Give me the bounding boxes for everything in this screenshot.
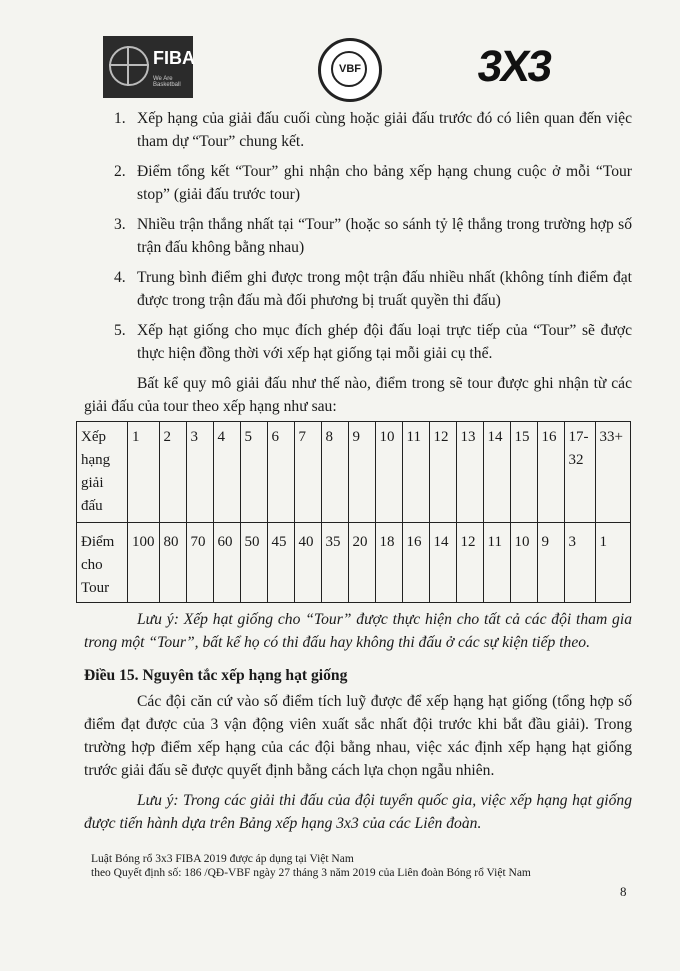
intro-paragraph: Bất kể quy mô giải đấu như thế nào, điểm trong sẽ tour được ghi nhận từ các giải đấu của tour theo xếp hạng như sau: — [84, 375, 632, 415]
fiba-logo-tagline: We Are Basketball — [153, 76, 181, 88]
intro-paragraph-block — [84, 372, 632, 418]
seeding-rules-block — [84, 690, 632, 782]
table-cell: 8 — [321, 422, 348, 523]
page-number: 8 — [620, 884, 627, 899]
table-cell: 20 — [348, 523, 375, 603]
national-team-note: Lưu ý: Trong các giải thi đấu của đội tuyển quốc gia, việc xếp hạng hạt giống được tiến hành dựa trên Bảng xếp hạng 3x3 của các Liên đoàn. — [84, 792, 632, 832]
table-cell: 11 — [402, 422, 429, 523]
table-cell: 45 — [267, 523, 294, 603]
list-item-number: 1. — [114, 110, 126, 127]
fiba-logo-word: FIBA — [153, 48, 195, 68]
table-cell: 14 — [483, 422, 510, 523]
ranking-points-table — [76, 421, 631, 603]
note-block — [84, 608, 632, 654]
table-cell: 17-32 — [564, 422, 595, 523]
seeding-note: Lưu ý: Xếp hạt giống cho “Tour” được thực hiện cho tất cả các đội tham gia trong một “Tour”, bất kể họ có thi đấu hay không thi đấu ở các sự kiện tiếp theo. — [84, 611, 632, 651]
table-cell: 7 — [294, 422, 321, 523]
list-item-text: Trung bình điểm ghi được trong một trận đấu nhiều nhất (không tính điểm đạt được trong trận đấu mà đối phương bị truất quyền thi đấu) — [137, 269, 632, 309]
article-heading-block — [84, 664, 632, 687]
table-cell: 70 — [186, 523, 213, 603]
table-cell: 100 — [128, 523, 160, 603]
table-cell: 80 — [159, 523, 186, 603]
table-cell: 3 — [186, 422, 213, 523]
table-cell: 60 — [213, 523, 240, 603]
table-cell: 1 — [595, 523, 630, 603]
table-row-ranks — [77, 422, 631, 523]
footer-line-2: theo Quyết định số: 186 /QĐ-VBF ngày 27 tháng 3 năm 2019 của Liên đoàn Bóng rổ Việt Nam — [91, 867, 531, 879]
list-item-text: Nhiều trận thắng nhất tại “Tour” (hoặc so sánh tỷ lệ thắng trong trường hợp số trận đấu không bằng nhau) — [137, 216, 632, 256]
fiba-logo — [103, 36, 193, 98]
table-cell: 18 — [375, 523, 402, 603]
table-cell: 50 — [240, 523, 267, 603]
table-cell: 10 — [510, 523, 537, 603]
list-item-number: 3. — [114, 216, 126, 233]
vbf-logo-text: VBF — [339, 63, 361, 75]
table-cell: 9 — [537, 523, 564, 603]
table-cell: 16 — [537, 422, 564, 523]
table-cell: 5 — [240, 422, 267, 523]
table-row-points — [77, 523, 631, 603]
table-cell: 4 — [213, 422, 240, 523]
table-row-label: Điểm cho Tour — [77, 523, 128, 603]
seeding-rules-paragraph: Các đội căn cứ vào số điểm tích luỹ được để xếp hạng hạt giống (tổng hợp số điểm đạt được của 3 vận động viên xuất sắc nhất đội trước khi bắt đầu giải). Trong trường hợp điểm xếp hạng của các đội bằng nhau, việc xác định xếp hạng hạt giống trước giải đấu sẽ được quyết định bằng cách lựa chọn ngẫu nhiên. — [84, 693, 632, 779]
basketball-icon — [109, 46, 149, 86]
table-row-label: Xếp hạng giải đấu — [77, 422, 128, 523]
header-logos — [0, 36, 680, 106]
list-item-number: 5. — [114, 322, 126, 339]
table-cell: 15 — [510, 422, 537, 523]
list-item-text: Xếp hạng của giải đấu cuối cùng hoặc giải đấu trước đó có liên quan đến việc tham dự “Tour” chung kết. — [137, 110, 632, 150]
footer-line-1: Luật Bóng rổ 3x3 FIBA 2019 được áp dụng tại Việt Nam — [91, 853, 354, 865]
table-cell: 10 — [375, 422, 402, 523]
table-cell: 16 — [402, 523, 429, 603]
vbf-logo — [318, 38, 382, 102]
table-cell: 12 — [429, 422, 456, 523]
table-cell: 11 — [483, 523, 510, 603]
article-heading: Điều 15. Nguyên tắc xếp hạng hạt giống — [84, 667, 348, 684]
table-cell: 33+ — [595, 422, 630, 523]
list-item-text: Điểm tổng kết “Tour” ghi nhận cho bảng xếp hạng chung cuộc ở mỗi “Tour stop” (giải đấu trước tour) — [137, 163, 632, 203]
table-cell: 1 — [128, 422, 160, 523]
table-cell: 3 — [564, 523, 595, 603]
table-cell: 14 — [429, 523, 456, 603]
table-cell: 40 — [294, 523, 321, 603]
page-footer — [91, 852, 531, 880]
list-item-text: Xếp hạt giống cho mục đích ghép đội đấu loại trực tiếp của “Tour” sẽ được thực hiện đồng thời với xếp hạt giống tại mỗi giải cụ thể. — [137, 322, 632, 362]
table-cell: 13 — [456, 422, 483, 523]
list-item-number: 4. — [114, 269, 126, 286]
list-item-number: 2. — [114, 163, 126, 180]
table-cell: 6 — [267, 422, 294, 523]
table-cell: 9 — [348, 422, 375, 523]
table-cell: 2 — [159, 422, 186, 523]
three-x-three-logo: 3X3 — [474, 42, 554, 91]
table-cell: 12 — [456, 523, 483, 603]
national-note-block — [84, 789, 632, 835]
table-cell: 35 — [321, 523, 348, 603]
